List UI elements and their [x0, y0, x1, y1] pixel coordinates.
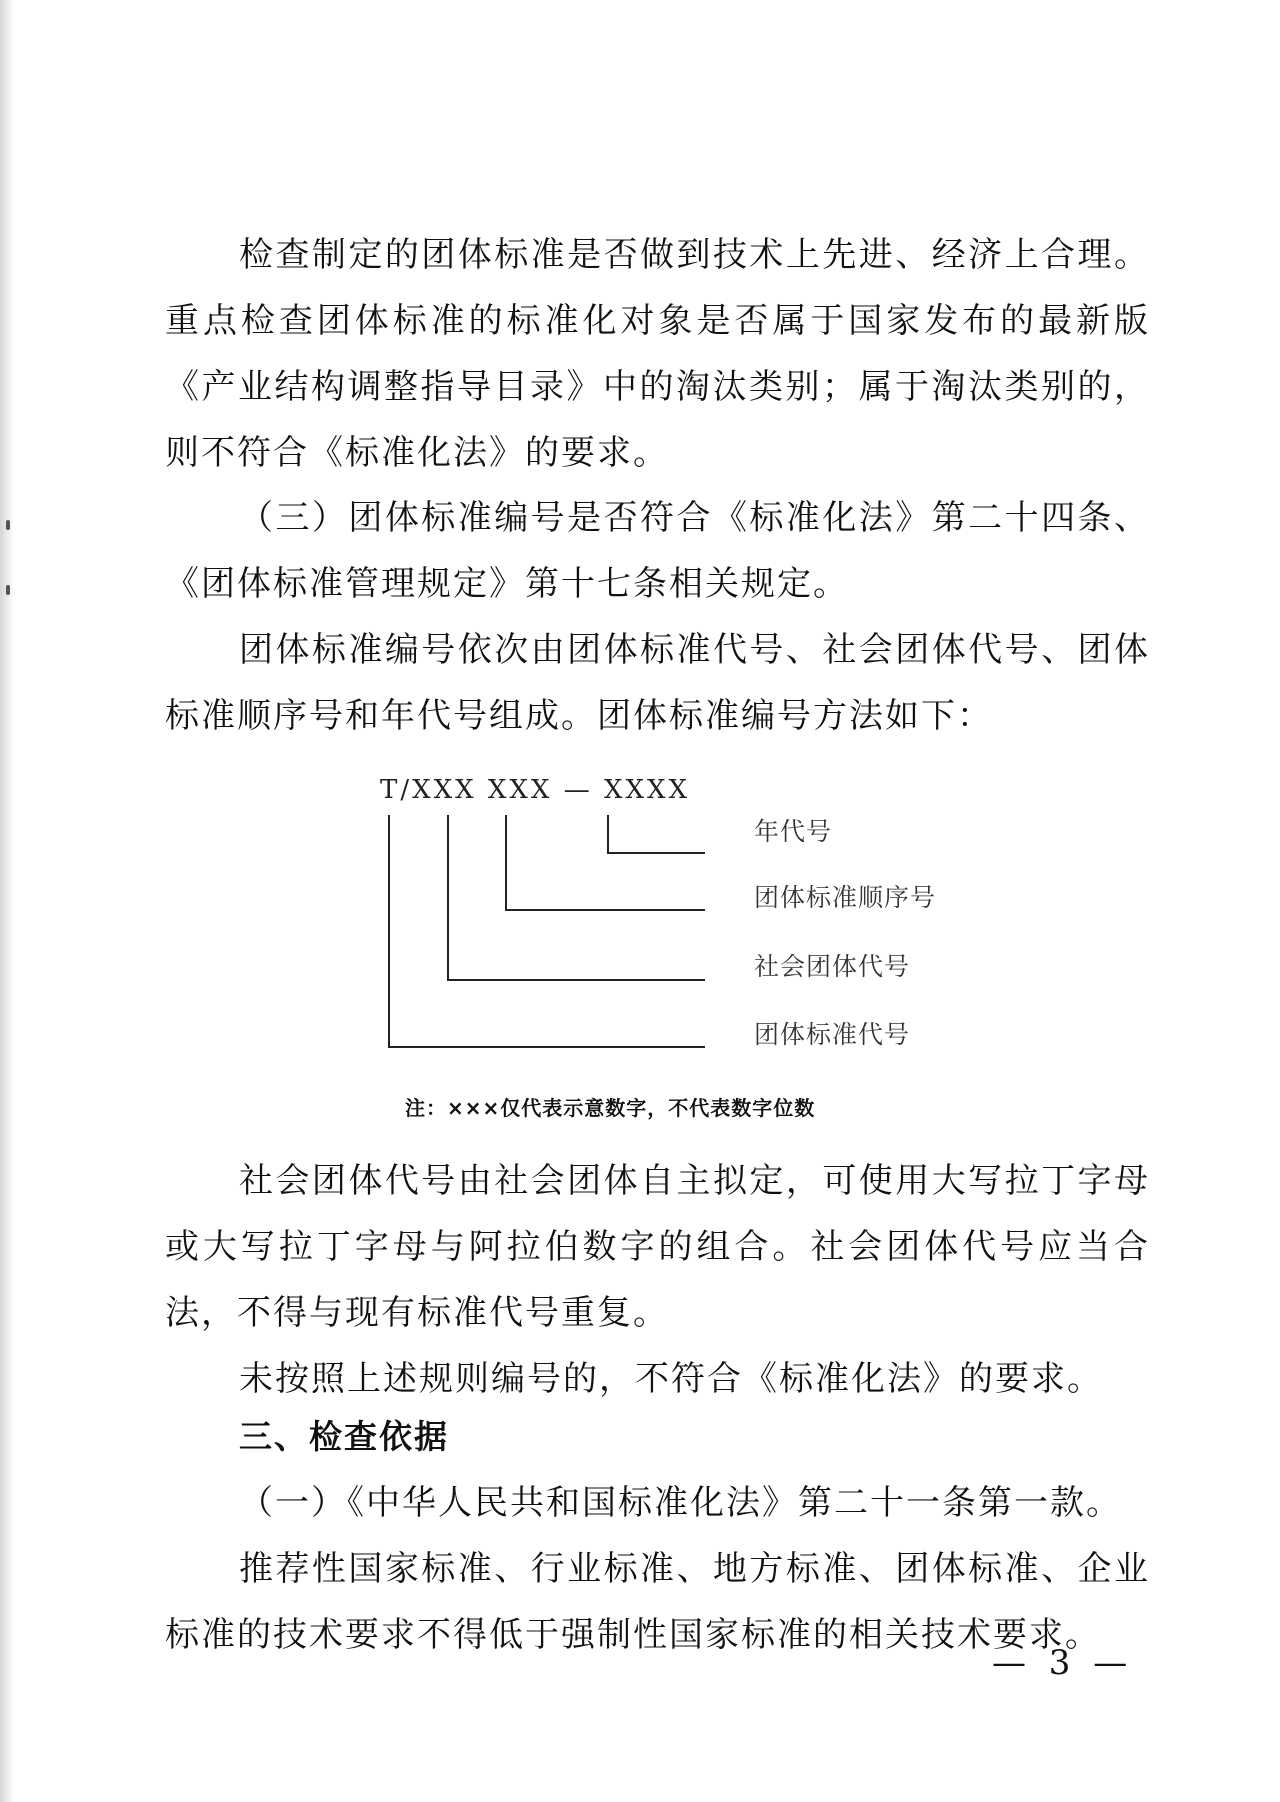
label-org-code: 社会团体代号	[754, 952, 911, 981]
scan-mark	[6, 585, 10, 595]
connector-sequence	[506, 815, 705, 910]
scan-page-edge	[0, 0, 14, 1802]
paragraph-technical-requirements: 推荐性国家标准、行业标准、地方标准、团体标准、企业标准的技术要求不得低于强制性国家标准的相关技术要求。	[165, 1549, 1150, 1655]
label-sequence: 团体标准顺序号	[754, 883, 937, 912]
number-format: T/XXX XXX — XXXX	[380, 775, 690, 805]
connector-org-code	[448, 815, 705, 980]
section-heading: 三、检查依据	[239, 1417, 449, 1456]
paragraph-tech-advanced: 检查制定的团体标准是否做到技术上先进、经济上合理。重点检查团体标准的标准化对象是否属于国家发布的最新版《产业结构调整指导目录》中的淘汰类别；属于淘汰类别的，则不符合《标准化法》的要求。	[165, 235, 1150, 473]
page-number: — 3 —	[992, 1643, 1134, 1683]
label-standard-code: 团体标准代号	[754, 1020, 911, 1049]
paragraph-org-code: 社会团体代号由社会团体自主拟定，可使用大写拉丁字母或大写拉丁字母与阿拉伯数字的组合。社会团体代号应当合法，不得与现有标准代号重复。	[165, 1161, 1150, 1333]
diagram-note: 注：×××仅代表示意数字，不代表数字位数	[405, 1096, 816, 1120]
paragraph-numbering-composition: 团体标准编号依次由团体标准代号、社会团体代号、团体标准顺序号和年代号组成。团体标准编号方法如下：	[165, 630, 1150, 736]
paragraph-noncompliance: 未按照上述规则编号的，不符合《标准化法》的要求。	[239, 1359, 1103, 1399]
label-year: 年代号	[754, 817, 833, 846]
paragraph-law-citation: （一）《中华人民共和国标准化法》第二十一条第一款。	[239, 1483, 1122, 1523]
paragraph-numbering-check: （三）团体标准编号是否符合《标准化法》第二十四条、《团体标准管理规定》第十七条相关规定。	[165, 498, 1150, 604]
connector-standard-code	[389, 815, 705, 1047]
connector-year	[608, 815, 705, 853]
scan-mark	[6, 520, 10, 530]
numbering-diagram	[380, 775, 940, 1060]
